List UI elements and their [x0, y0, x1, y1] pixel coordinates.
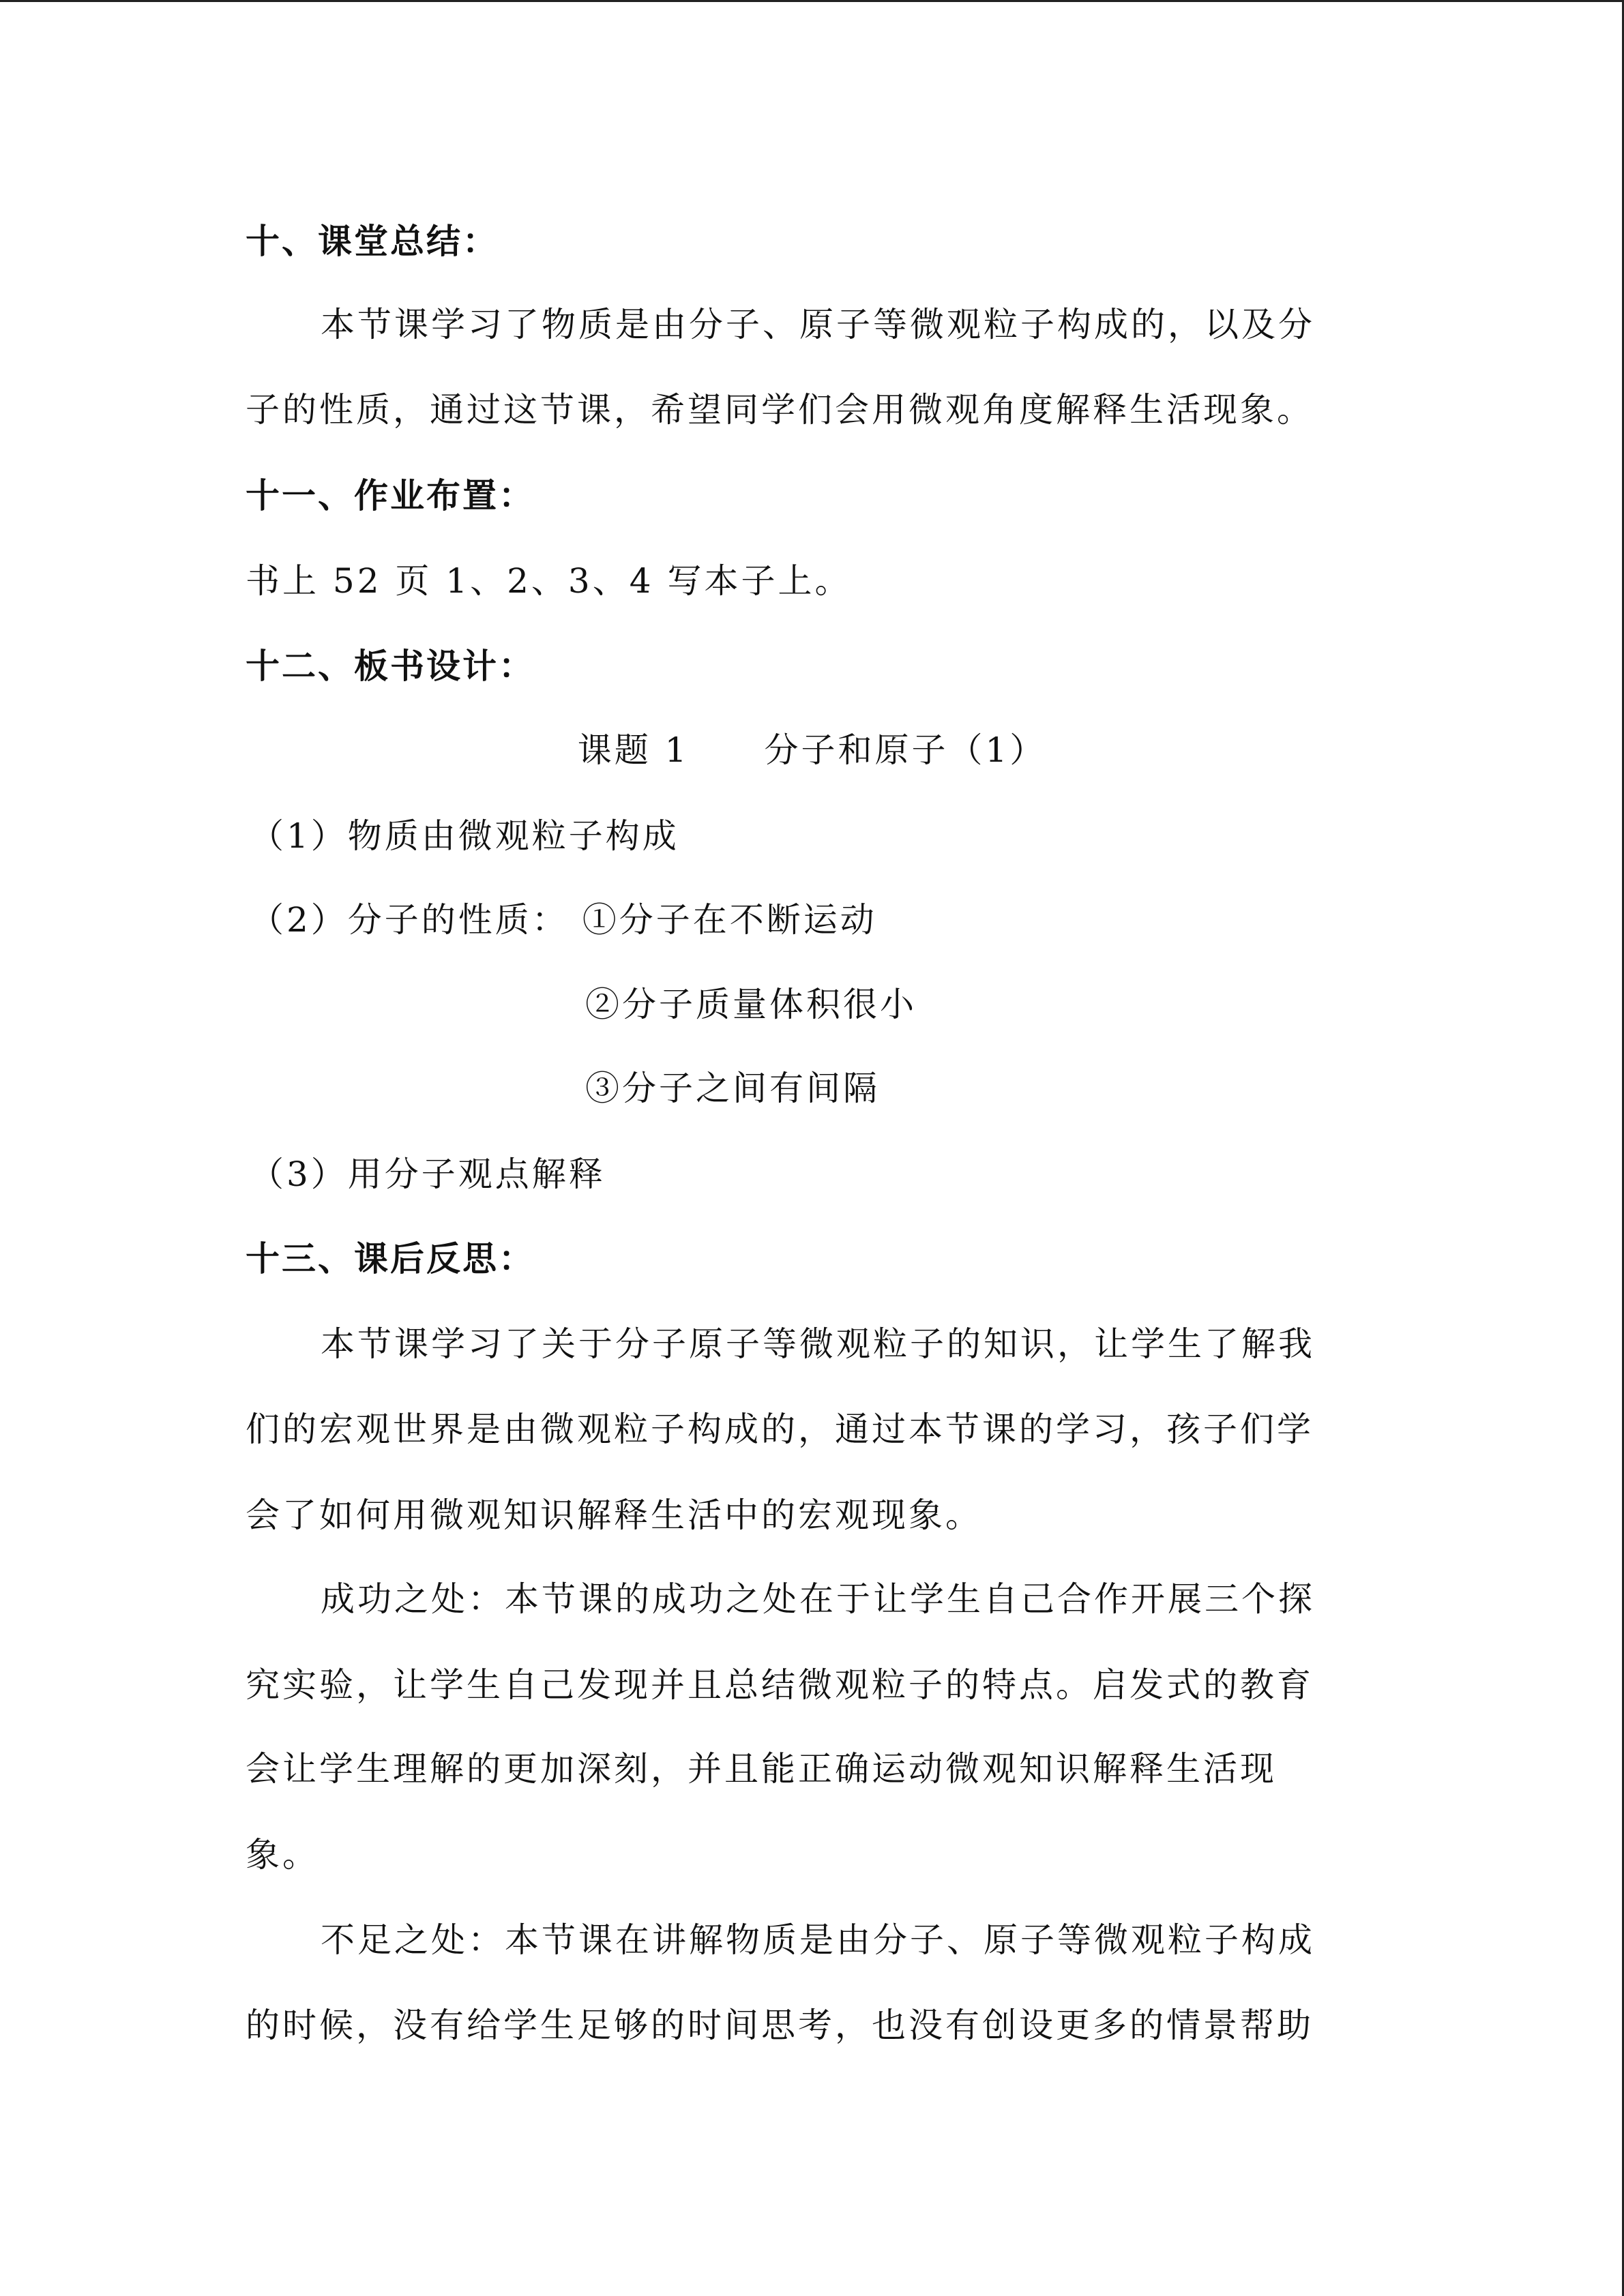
board-item-2-sub-3: ③分子之间有间隔: [585, 1069, 880, 1108]
section-heading-reflection: 十三、课后反思：: [246, 1239, 535, 1279]
board-title-right: 分子和原子（1）: [764, 730, 1047, 770]
page-border-top: [0, 0, 1624, 2]
section-heading-summary: 十、课堂总结：: [246, 222, 499, 261]
board-item-2-sub-2: ②分子质量体积很小: [585, 985, 917, 1024]
board-item-2: （2）分子的性质： ①分子在不断运动: [250, 900, 877, 940]
reflection-p2-line-1: 成功之处：本节课的成功之处在于让学生自己合作开展三个探: [321, 1579, 1315, 1619]
reflection-p2-line-3: 会让学生理解的更加深刻，并且能正确运动微观知识解释生活现: [246, 1749, 1277, 1789]
section-heading-homework: 十一、作业布置：: [246, 476, 535, 516]
section-heading-board: 十二、板书设计：: [246, 646, 535, 686]
reflection-p2-line-4: 象。: [246, 1835, 319, 1875]
reflection-p3-line-1: 不足之处：本节课在讲解物质是由分子、原子等微观粒子构成: [321, 1920, 1315, 1960]
reflection-p1-line-2: 们的宏观世界是由微观粒子构成的，通过本节课的学习，孩子们学: [246, 1410, 1314, 1449]
summary-paragraph-line-1: 本节课学习了物质是由分子、原子等微观粒子构成的，以及分: [321, 305, 1315, 344]
reflection-p1-line-1: 本节课学习了关于分子原子等微观粒子的知识，让学生了解我: [321, 1324, 1315, 1364]
board-item-3: （3）用分子观点解释: [250, 1154, 606, 1194]
reflection-p2-line-2: 究实验，让学生自己发现并且总结微观粒子的特点。启发式的教育: [246, 1665, 1314, 1705]
board-title: [0, 726, 1624, 775]
board-item-1: （1）物质由微观粒子构成: [250, 816, 679, 856]
reflection-p3-line-2: 的时候，没有给学生足够的时间思考，也没有创设更多的情景帮助: [246, 2006, 1314, 2045]
summary-paragraph-line-2: 子的性质，通过这节课，希望同学们会用微观角度解释生活现象。: [246, 390, 1314, 430]
board-title-left: 课题 1: [577, 730, 690, 770]
reflection-p1-line-3: 会了如何用微观知识解释生活中的宏观现象。: [246, 1495, 982, 1535]
homework-line: 书上 52 页 1、2、3、4 写本子上。: [246, 561, 852, 601]
